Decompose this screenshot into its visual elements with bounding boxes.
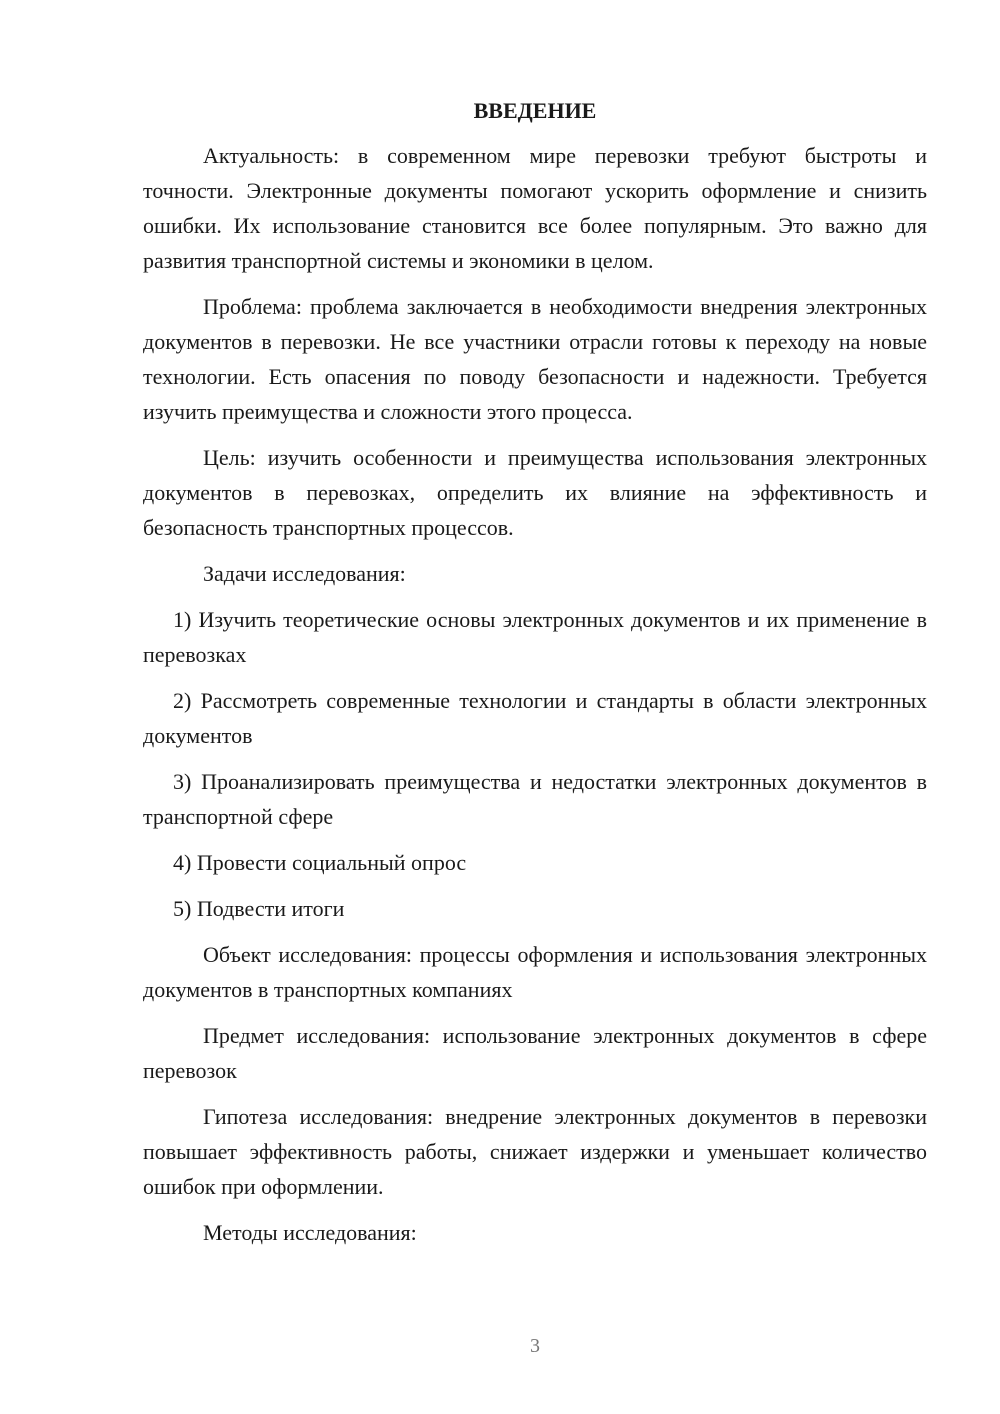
relevance-paragraph: Актуальность: в современном мире перевозки требуют быстроты и точности. Электронные документы помогают ускорить оформление и снизить ошибки. Их использование становится все более популярным. Это важно для развития транспортной системы и экономики в целом.	[143, 143, 927, 273]
task-item: 1) Изучить теоретические основы электронных документов и их применение в перевозках	[143, 607, 927, 667]
task-item: 5) Подвести итоги	[173, 896, 345, 921]
page-content	[143, 96, 927, 1261]
goal-paragraph: Цель: изучить особенности и преимущества использования электронных документов в перевозках, определить их влияние на эффективность и безопасность транспортных процессов.	[143, 445, 927, 540]
task-item: 2) Рассмотреть современные технологии и стандарты в области электронных документов	[143, 688, 927, 748]
problem-paragraph: Проблема: проблема заключается в необходимости внедрения электронных документов в перевозки. Не все участники отрасли готовы к переходу на новые технологии. Есть опасения по поводу безопасности и надежности. Требуется изучить преимущества и сложности этого процесса.	[143, 294, 927, 424]
subject-paragraph: Предмет исследования: использование электронных документов в сфере перевозок	[143, 1023, 927, 1083]
section-title: ВВЕДЕНИЕ	[473, 98, 597, 123]
page-number: 3	[530, 1335, 540, 1357]
task-item: 3) Проанализировать преимущества и недостатки электронных документов в транспортной сфере	[143, 769, 927, 829]
hypothesis-paragraph: Гипотеза исследования: внедрение электронных документов в перевозки повышает эффективность работы, снижает издержки и уменьшает количество ошибок при оформлении.	[143, 1104, 927, 1199]
task-item: 4) Провести социальный опрос	[173, 850, 467, 875]
object-paragraph: Объект исследования: процессы оформления и использования электронных документов в транспортных компаниях	[143, 942, 927, 1002]
tasks-heading: Задачи исследования:	[203, 561, 406, 586]
methods-heading: Методы исследования:	[203, 1220, 417, 1245]
